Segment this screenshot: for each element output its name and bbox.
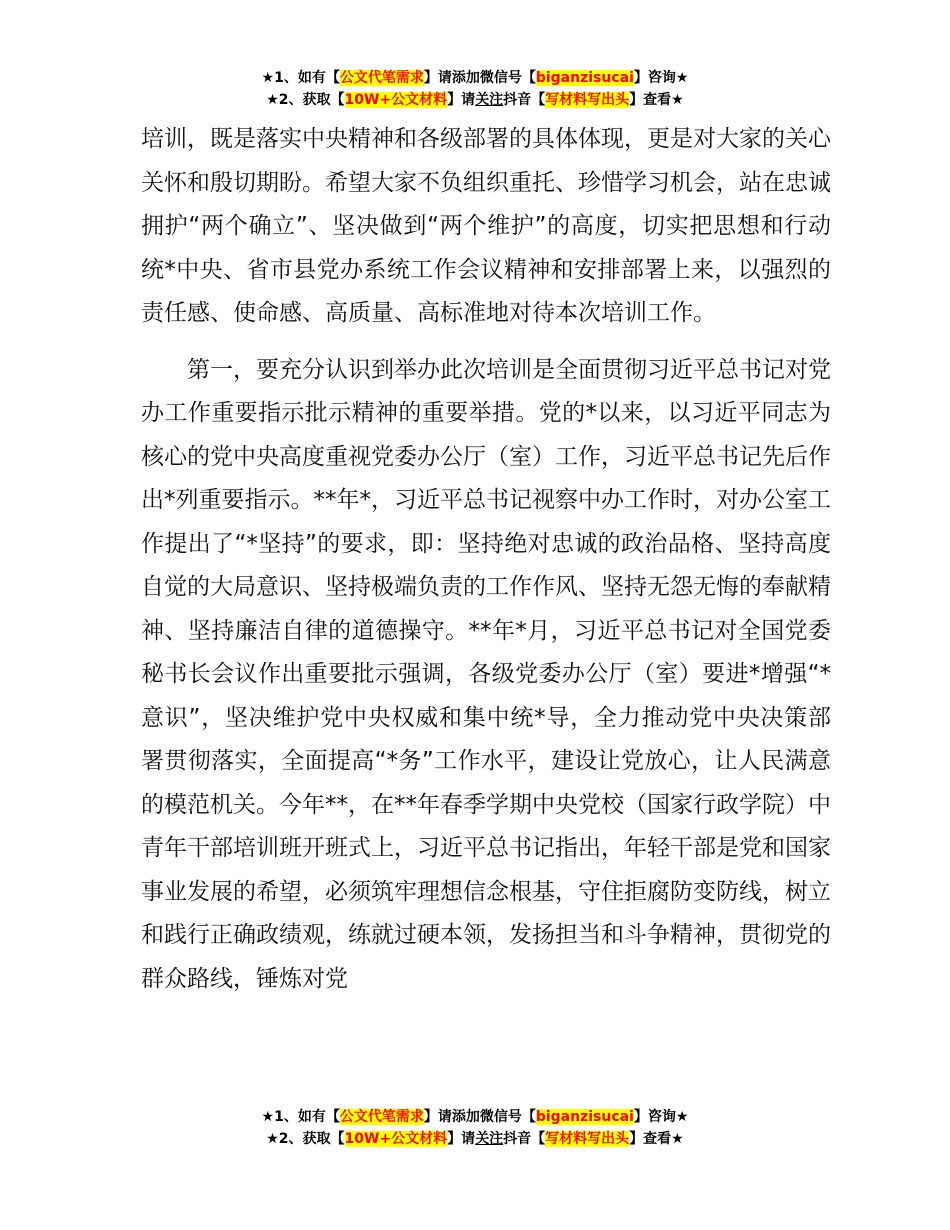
footer-line-1-suffix: 】咨询★: [633, 1109, 689, 1125]
header-follow-underlined: 关注: [475, 92, 504, 108]
footer-line-2-middle-1: 】请: [447, 1131, 476, 1147]
footer-follow-underlined: 关注: [475, 1131, 504, 1147]
footer-line-2-prefix: ★2、获取【: [266, 1131, 345, 1147]
footer-line-2-middle-2: 抖音【: [503, 1131, 546, 1147]
header-douyin-account-highlight: 写材料写出头: [545, 92, 630, 108]
header-materials-highlight: 10W+公文材料: [344, 92, 448, 108]
header-line-2-middle-1: 】请: [447, 92, 476, 108]
footer-line-1-prefix: ★1、如有【: [261, 1109, 340, 1125]
header-line-2-suffix: 】查看★: [629, 92, 684, 108]
header-line-2: [0, 89, 950, 111]
header-line-1-prefix: ★1、如有【: [261, 70, 340, 86]
header-service-highlight: 公文代笔需求: [339, 70, 424, 86]
footer-banner: [0, 1106, 950, 1150]
header-line-1-suffix: 】咨询★: [633, 70, 689, 86]
footer-wechat-id-highlight: biganzisucai: [535, 1109, 634, 1125]
header-line-2-middle-2: 抖音【: [503, 92, 546, 108]
footer-materials-highlight: 10W+公文材料: [344, 1131, 448, 1147]
header-banner: [0, 67, 950, 111]
footer-line-2: [0, 1128, 950, 1150]
header-line-1: [0, 67, 950, 89]
header-wechat-id-highlight: biganzisucai: [535, 70, 634, 86]
footer-line-2-suffix: 】查看★: [629, 1131, 684, 1147]
body-paragraph-1: 培训，既是落实中央精神和各级部署的具体体现，更是对大家的关心关怀和殷切期盼。希望大家不负组织重托、珍惜学习机会，站在忠诚拥护“两个确立”、坚决做到“两个维护”的高度，切实把思想和行动统*中央、省市县党办系统工作会议精神和安排部署上来，以强烈的责任感、使命感、高质量、高标准地对待本次培训工作。: [141, 126, 831, 326]
body-paragraph-2: 第一，要充分认识到举办此次培训是全面贯彻习近平总书记对党办工作重要指示批示精神的重要举措。党的*以来，以习近平同志为核心的党中央高度重视党委办公厅（室）工作，习近平总书记先后作出*列重要指示。**年*，习近平总书记视察中办工作时，对办公室工作提出了“*坚持”的要求，即：坚持绝对忠诚的政治品格、坚持高度自觉的大局意识、坚持极端负责的工作作风、坚持无怨无悔的奉献精神、坚持廉洁自律的道德操守。**年*月，习近平总书记对全国党委秘书长会议作出重要批示强调，各级党委办公厅（室）要进*增强“*意识”，坚决维护党中央权威和集中统*导，全力推动党中央决策部署贯彻落实，全面提高“*务”工作水平，建设让党放心，让人民满意的模范机关。今年**，在**年春季学期中央党校（国家行政学院）中青年干部培训班开班式上，习近平总书记指出，年轻干部是党和国家事业发展的希望，必须筑牢理想信念根基，守住拒腐防变防线，树立和践行正确政绩观，练就过硬本领，发扬担当和斗争精神，贯彻党的群众路线，锤炼对党: [141, 356, 831, 992]
footer-line-1-middle: 】请添加微信号【: [423, 1109, 536, 1125]
header-line-2-prefix: ★2、获取【: [266, 92, 345, 108]
footer-douyin-account-highlight: 写材料写出头: [545, 1131, 630, 1147]
footer-service-highlight: 公文代笔需求: [339, 1109, 424, 1125]
footer-line-1: [0, 1106, 950, 1128]
document-body: [141, 118, 831, 1001]
header-line-1-middle: 】请添加微信号【: [423, 70, 536, 86]
